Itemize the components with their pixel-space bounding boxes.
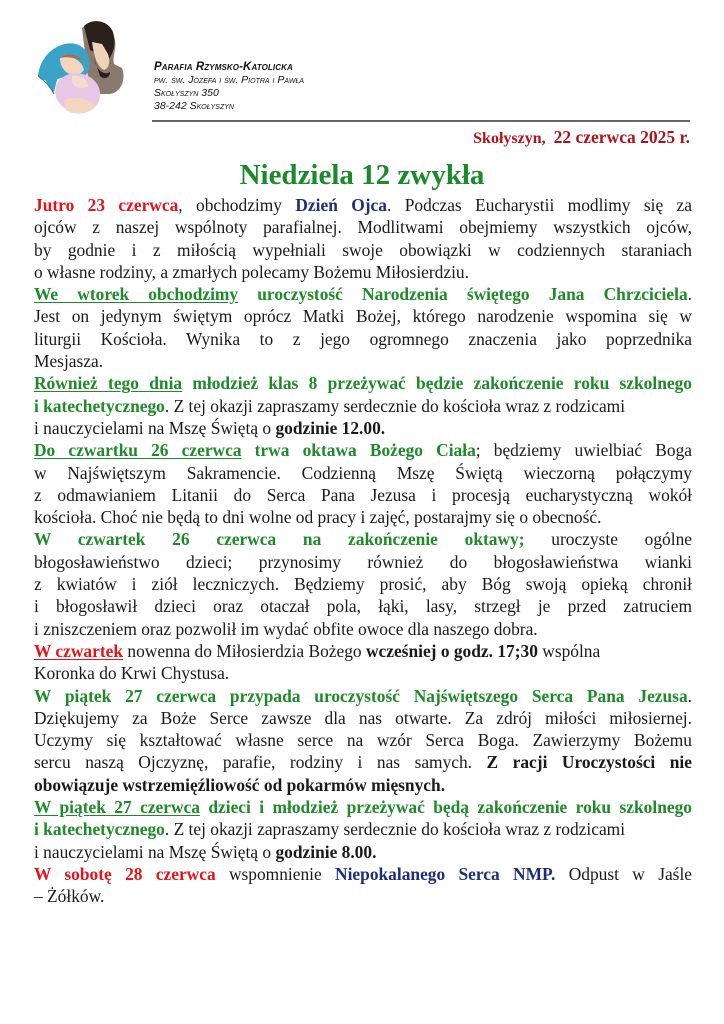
text-line (34, 729, 692, 751)
page-title: Niedziela 12 zwykła (239, 159, 485, 191)
highlighted-text: dzieci i młodzież przeżywać będą zakończenie roku szkolnego (199, 797, 692, 818)
text-line (34, 707, 692, 729)
text-line (34, 372, 692, 394)
highlighted-text: W czwartek (34, 640, 124, 661)
highlighted-text: trwa oktawa Bożego Ciała (241, 440, 476, 461)
body-text: , obchodzimy (178, 195, 296, 215)
highlighted-text: Jutro 23 czerwca (34, 195, 179, 215)
text-line (34, 350, 692, 372)
body-text: nowenna do Miłosierdzia Bożego (123, 640, 366, 661)
body-text: by godnie i z miłością wypełniali swoje obowiązki w codziennych staraniach (34, 239, 692, 260)
body-text: kościoła. Choć nie będą to dni wolne od pracy i zajęć, postarajmy się o obecność. (34, 507, 602, 528)
text-line (34, 551, 692, 573)
body-text: i nauczycielami na Mszę Świętą o (34, 841, 276, 862)
highlighted-text: godzinie 8.00. (275, 841, 377, 862)
text-line (34, 439, 692, 461)
body-text: sercu naszą Ojczyznę, parafie, rodziny i nas samych. (34, 752, 487, 773)
body-text: . Podczas Eucharystii modlimy się za (386, 195, 692, 215)
body-text: i nauczycielami na Mszę Świętą o (34, 417, 276, 438)
text-line (34, 395, 692, 417)
highlighted-text: Do czwartku 26 czerwca (34, 440, 242, 461)
parish-header (154, 60, 304, 113)
body-text: w Najświętszym Sakramencie. Codzienną Mszę Świętą wieczorną połączymy (34, 462, 692, 483)
body-text: ojców z naszej wspólnoty parafialnej. Modlitwami obejmiemy wszystkich ojców, (34, 217, 692, 238)
text-line (34, 640, 692, 662)
body-text: z odmawianiem Litanii do Serca Pana Jezusa i procesją eucharystyczną wokół (34, 484, 692, 505)
text-line (34, 328, 692, 350)
body-text: błogosławieństwo dzieci; przynosimy również do błogosławieństwa wianki (34, 551, 692, 572)
text-line (34, 261, 692, 283)
highlighted-text: Dzień Ojca (295, 195, 387, 215)
text-line (34, 595, 692, 617)
parish-address: Skołyszyn 350 (154, 87, 219, 99)
text-line (34, 462, 692, 484)
body-text: Mesjasza. (34, 351, 104, 372)
body-text: uroczyste ogólne (524, 529, 692, 550)
highlighted-text: W sobotę 28 czerwca (34, 863, 216, 884)
body-text: i zniszczeniem oraz pozwolił im wydać obfite owoce dla naszego dobra. (34, 618, 538, 639)
body-text: Odpust w Jaśle (555, 863, 692, 884)
highlighted-text: obowiązuje wstrzemięźliowość od pokarmów mięsnych. (34, 774, 446, 795)
text-line (34, 662, 692, 684)
text-line (34, 796, 692, 818)
highlighted-text: wcześniej o godz. 17;30 (365, 640, 538, 661)
header-divider (152, 120, 690, 122)
body-text: – Żółków. (34, 886, 105, 907)
highlighted-text: We wtorek obchodzimy (34, 284, 239, 305)
parish-patrons: pw. św. Józefa i św. Piotra i Pawła (154, 74, 305, 86)
parish-name: Parafia Rzymsko-Katolicka (154, 61, 293, 73)
text-line (34, 506, 692, 528)
text-line (34, 573, 692, 595)
text-line (34, 685, 692, 707)
date-value: 22 czerwca 2025 r. (553, 127, 690, 147)
highlighted-text: młodzież klas 8 przeżywać będzie zakończenie roku szkolnego (182, 373, 692, 394)
body-text: ; będziemy uwielbiać Boga (475, 440, 692, 461)
body-text: . Z tej okazji zapraszamy serdecznie do kościoła wraz z rodzicami (164, 819, 626, 840)
highlighted-text: W czwartek 26 czerwca na zakończenie oktawy; (34, 529, 525, 550)
text-line (34, 885, 692, 907)
text-line (34, 417, 692, 439)
text-line (34, 484, 692, 506)
text-line (34, 863, 692, 885)
body-text: i błogosławił dzieci oraz otaczał pola, łąki, lasy, strzegł je przed zatruciem (34, 596, 692, 617)
highlighted-text: Niepokalanego Serca NMP. (335, 863, 556, 884)
text-line (34, 216, 692, 238)
body-text: Jest on jedynym świętym oprócz Matki Bożej, którego narodzenie wspomina się w (34, 306, 692, 327)
body-text: Koronka do Krwi Chystusa. (34, 663, 230, 684)
date-place: Skołyszyn, (473, 130, 554, 147)
highlighted-text: godzinie 12.00. (275, 417, 386, 438)
text-line (34, 774, 692, 796)
date-line (473, 127, 690, 148)
body-text: . (687, 284, 692, 305)
body-text: wspólna (537, 640, 601, 661)
parish-postal-address: 38-242 Skołyszyn (154, 100, 234, 112)
text-line (34, 305, 692, 327)
highlighted-text: W piątek 27 czerwca przypada uroczystość Najświętszego Serca Pana Jezusa (34, 685, 688, 706)
highlighted-text: uroczystość Narodzenia świętego Jana Chrzciciela (238, 284, 688, 305)
text-line (34, 841, 692, 863)
body-text: . (687, 685, 692, 706)
text-line (34, 283, 692, 305)
body-text: o własne rodziny, a zmarłych polecamy Bożemu Miłosierdziu. (34, 261, 469, 282)
announcements-body (34, 194, 692, 908)
highlighted-text: i katechetycznego (34, 819, 165, 840)
body-text: . Z tej okazji zapraszamy serdecznie do kościoła wraz z rodzicami (164, 395, 626, 416)
text-line (34, 818, 692, 840)
body-text: wspomnienie (215, 863, 336, 884)
highlighted-text: Z racji Uroczystości nie (486, 752, 692, 773)
holy-family-logo (30, 14, 130, 118)
text-line (34, 618, 692, 640)
text-line (34, 528, 692, 550)
text-line (34, 751, 692, 773)
holy-family-logo-icon (30, 14, 130, 118)
text-line (34, 239, 692, 261)
body-text: Dziękujemy za Boże Serce zawsze dla nas otwarte. Za zdrój miłości miłosiernej. (34, 707, 692, 728)
highlighted-text: W piątek 27 czerwca (34, 797, 200, 818)
text-line (34, 194, 692, 216)
highlighted-text: i katechetycznego (34, 395, 165, 416)
body-text: liturgii Kościoła. Wynika to z jego ogromnego znaczenia jako poprzednika (34, 328, 692, 349)
highlighted-text: Również tego dnia (34, 373, 183, 394)
body-text: z kwiatów i ziół leczniczych. Będziemy prosić, aby Bóg swoją opieką chronił (34, 574, 692, 595)
body-text: Uczymy się kształtować własne serce na wzór Serca Boga. Zawierzymy Bożemu (34, 730, 692, 751)
